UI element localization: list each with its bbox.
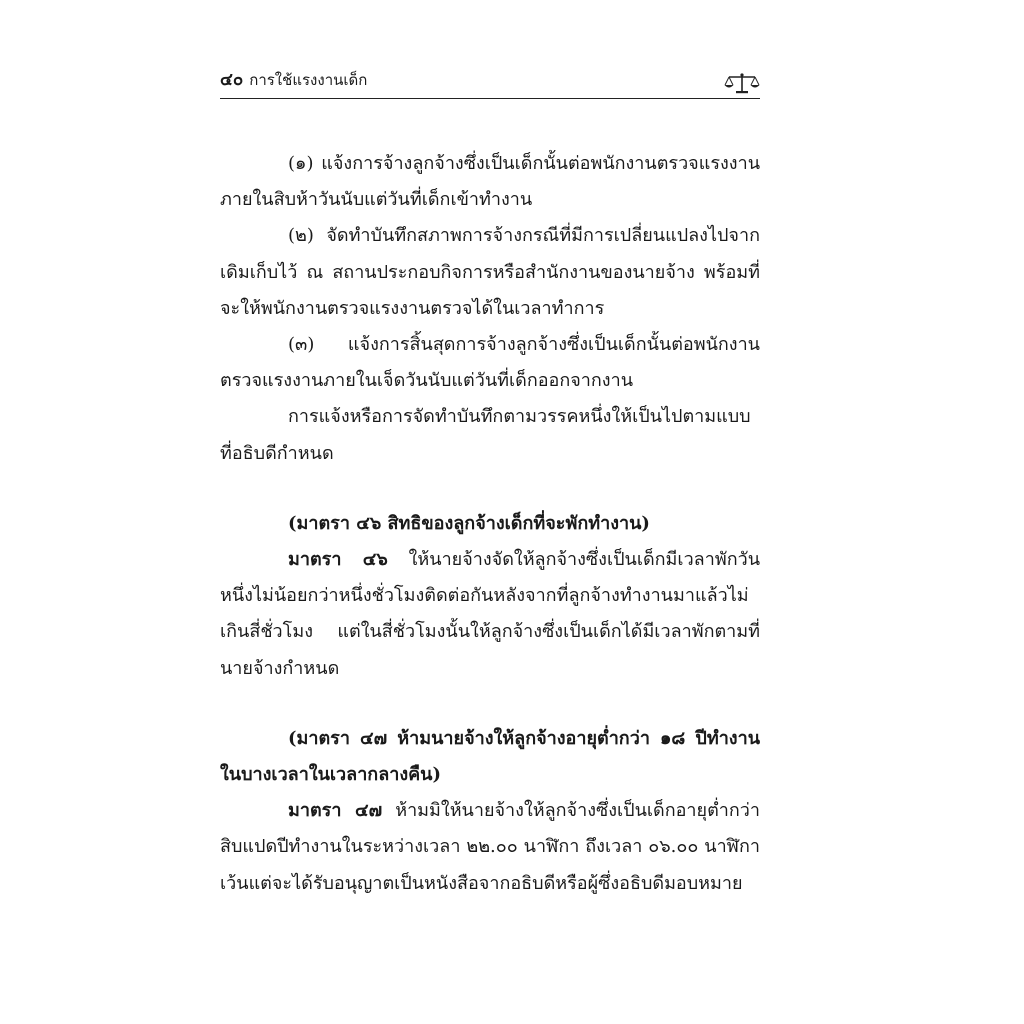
- running-title: การใช้แรงงานเด็ก: [249, 71, 368, 89]
- section-46-text: ให้นายจ้างจัดให้ลูกจ้างซึ่งเป็นเด็กมีเวลาพักวันหนึ่งไม่น้อยกว่าหนึ่งชั่วโมงติดต่อกันหลังจากที่ลูกจ้างทำงานมาแล้วไม่เกินสี่ชั่วโมง แต่ในสี่ชั่วโมงนั้นให้ลูกจ้างซึ่งเป็นเด็กได้มีเวลาพักตามที่นายจ้างกำหนด: [220, 549, 760, 679]
- section-46-heading: (มาตรา ๔๖ สิทธิของลูกจ้างเด็กที่จะพักทำงาน): [288, 512, 650, 534]
- paragraph-item-1: (๑) แจ้งการจ้างลูกจ้างซึ่งเป็นเด็กนั้นต่อพนักงานตรวจแรงงานภายในสิบห้าวันนับแต่วันที่เด็กเข้าทำงาน: [220, 153, 760, 211]
- page-number: ๔๐: [220, 70, 244, 90]
- body-text: [220, 146, 760, 902]
- paragraph-item-2: (๒) จัดทำบันทึกสภาพการจ้างกรณีที่มีการเปลี่ยนแปลงไปจากเดิมเก็บไว้ ณ สถานประกอบกิจการหรือสำนักงานของนายจ้าง พร้อมที่จะให้พนักงานตรวจแรงงานตรวจได้ในเวลาทำการ: [220, 225, 760, 319]
- running-header: [220, 70, 760, 99]
- section-47-text: ห้ามมิให้นายจ้างให้ลูกจ้างซึ่งเป็นเด็กอายุต่ำกว่าสิบแปดปีทำงานในระหว่างเวลา ๒๒.๐๐ นาฬิกา ถึงเวลา ๐๖.๐๐ นาฬิกา เว้นแต่จะได้รับอนุญาตเป็นหนังสือจากอธิบดีหรือผู้ซึ่งอธิบดีมอบหมาย: [220, 800, 760, 894]
- section-spacer: [220, 472, 760, 506]
- header-left: [220, 66, 367, 96]
- section-spacer: [220, 687, 760, 721]
- section-47-paragraph: [220, 793, 760, 902]
- section-46-label: มาตรา ๔๖: [288, 549, 388, 571]
- section-47-label: มาตรา ๔๗: [288, 800, 383, 822]
- section-46-paragraph: [220, 542, 760, 687]
- paragraph-notice-form: การแจ้งหรือการจัดทำบันทึกตามวรรคหนึ่งให้เป็นไปตามแบบที่อธิบดีกำหนด: [220, 406, 751, 464]
- section-47-heading: (มาตรา ๔๗ ห้ามนายจ้างให้ลูกจ้างอายุต่ำกว่า ๑๘ ปีทำงานในบางเวลาในเวลากลางคืน): [220, 727, 760, 786]
- paragraph-item-3: (๓) แจ้งการสิ้นสุดการจ้างลูกจ้างซึ่งเป็นเด็กนั้นต่อพนักงานตรวจแรงงานภายในเจ็ดวันนับแต่วันที่เด็กออกจากงาน: [220, 334, 760, 392]
- scales-of-justice-icon: [724, 72, 760, 94]
